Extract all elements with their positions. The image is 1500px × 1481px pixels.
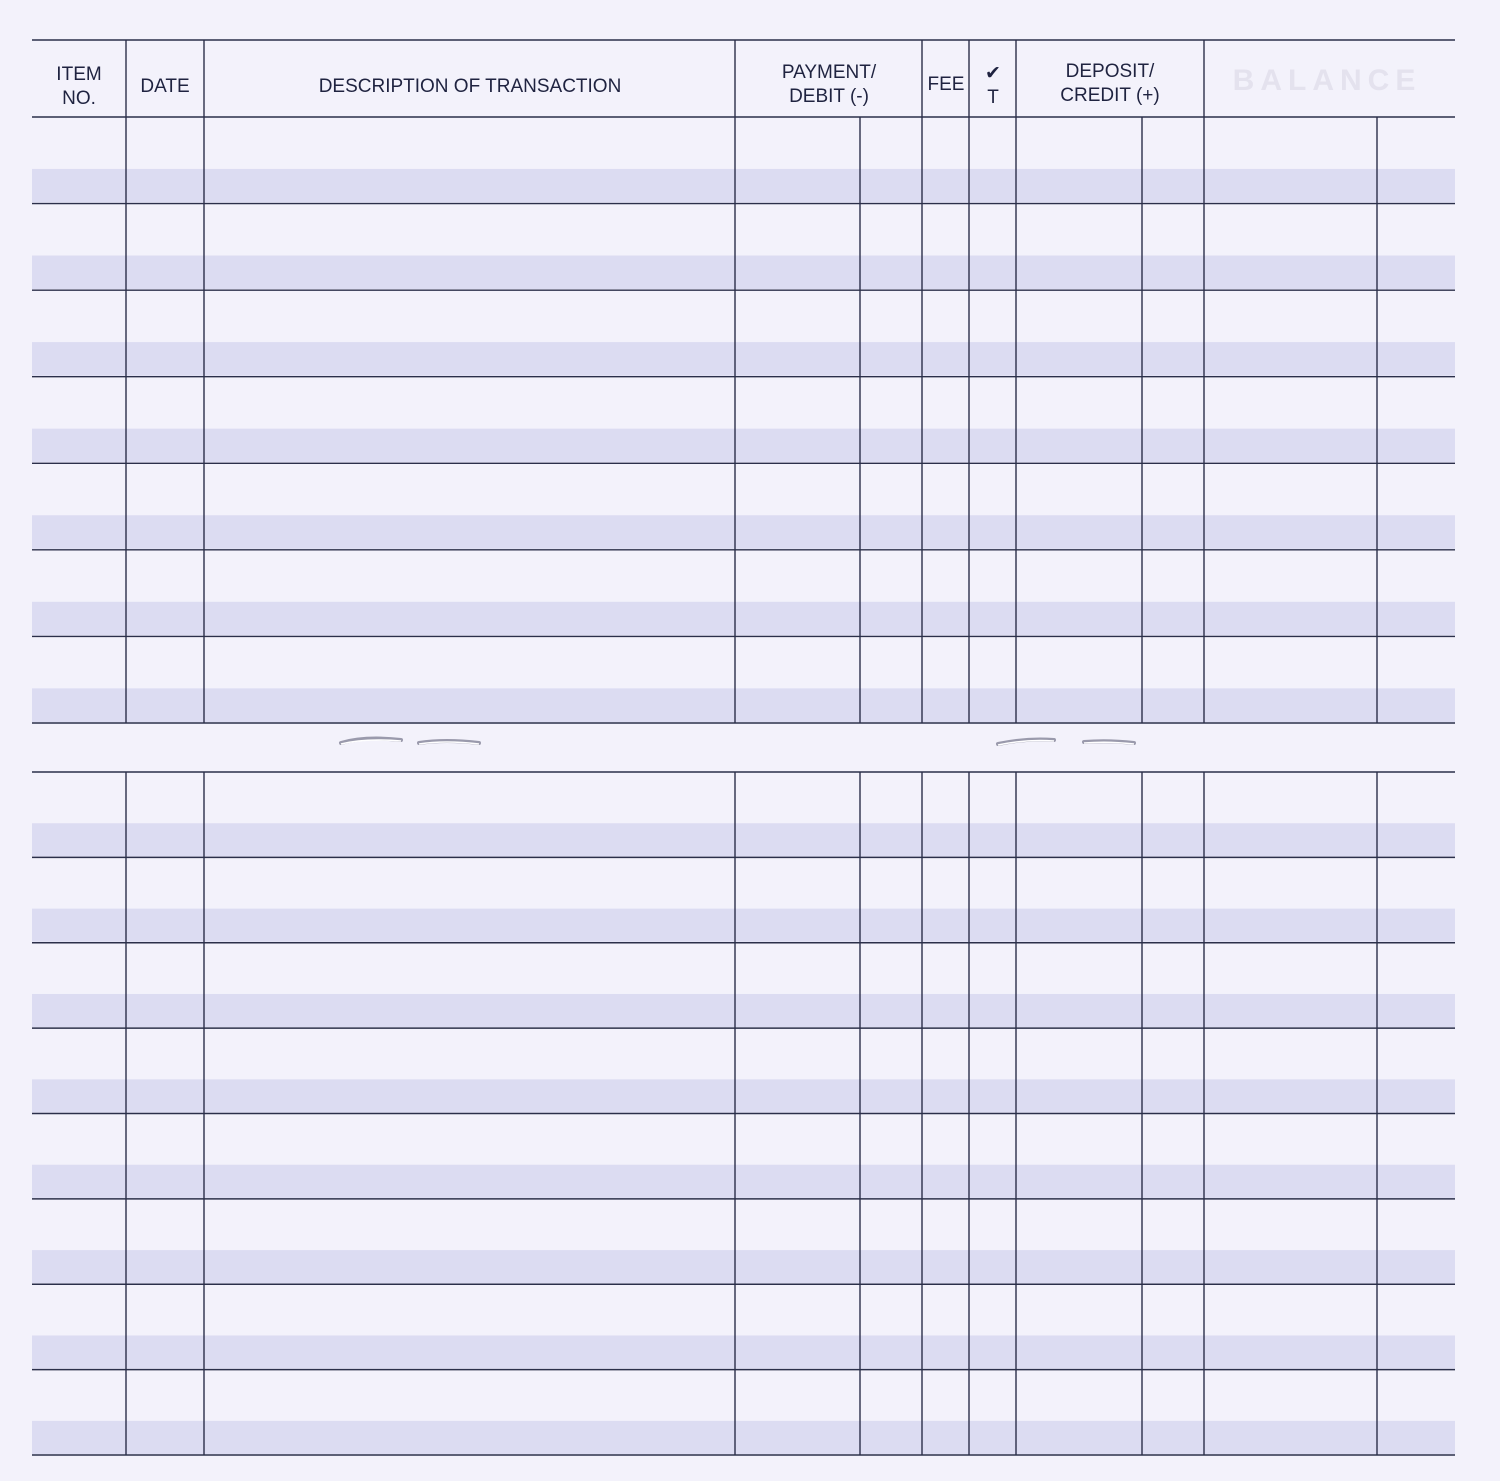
header-cleared-t: T: [987, 87, 999, 108]
shaded-band: [32, 823, 1455, 856]
header-balance: BALANCE: [1232, 64, 1422, 97]
shaded-band: [32, 1250, 1455, 1283]
header-cleared-check: [985, 62, 1001, 110]
staple-left: [335, 730, 485, 756]
header-deposit-line2: CREDIT (+): [1060, 85, 1160, 106]
header-payment-line2: DEBIT (-): [789, 86, 869, 107]
staple-right: [992, 730, 1142, 756]
shaded-band: [32, 994, 1455, 1027]
shaded-band: [32, 909, 1455, 942]
header-deposit-credit: [1060, 60, 1159, 108]
shaded-band: [32, 1079, 1455, 1112]
shaded-band: [32, 1165, 1455, 1198]
shaded-band: [32, 515, 1455, 549]
shaded-band: [32, 342, 1455, 376]
shaded-band: [32, 169, 1455, 203]
header-item-no: [56, 63, 101, 111]
header-payment-line1: PAYMENT/: [781, 62, 877, 83]
header-deposit-line1: DEPOSIT/: [1065, 61, 1155, 82]
shaded-band: [32, 429, 1455, 463]
shaded-band: [32, 602, 1455, 636]
shaded-band: [32, 688, 1455, 722]
check-mark-icon: ✔: [985, 63, 1001, 84]
header-description: DESCRIPTION OF TRANSACTION: [318, 76, 622, 97]
header-fee: FEE: [927, 74, 965, 95]
header-payment-debit: [782, 61, 876, 109]
header-date: DATE: [140, 76, 190, 97]
header-item-no-line2: NO.: [62, 88, 96, 109]
shaded-band: [32, 1421, 1455, 1454]
header-item-no-line1: ITEM: [56, 64, 102, 85]
shaded-band: [32, 1335, 1455, 1368]
shaded-band: [32, 256, 1455, 290]
